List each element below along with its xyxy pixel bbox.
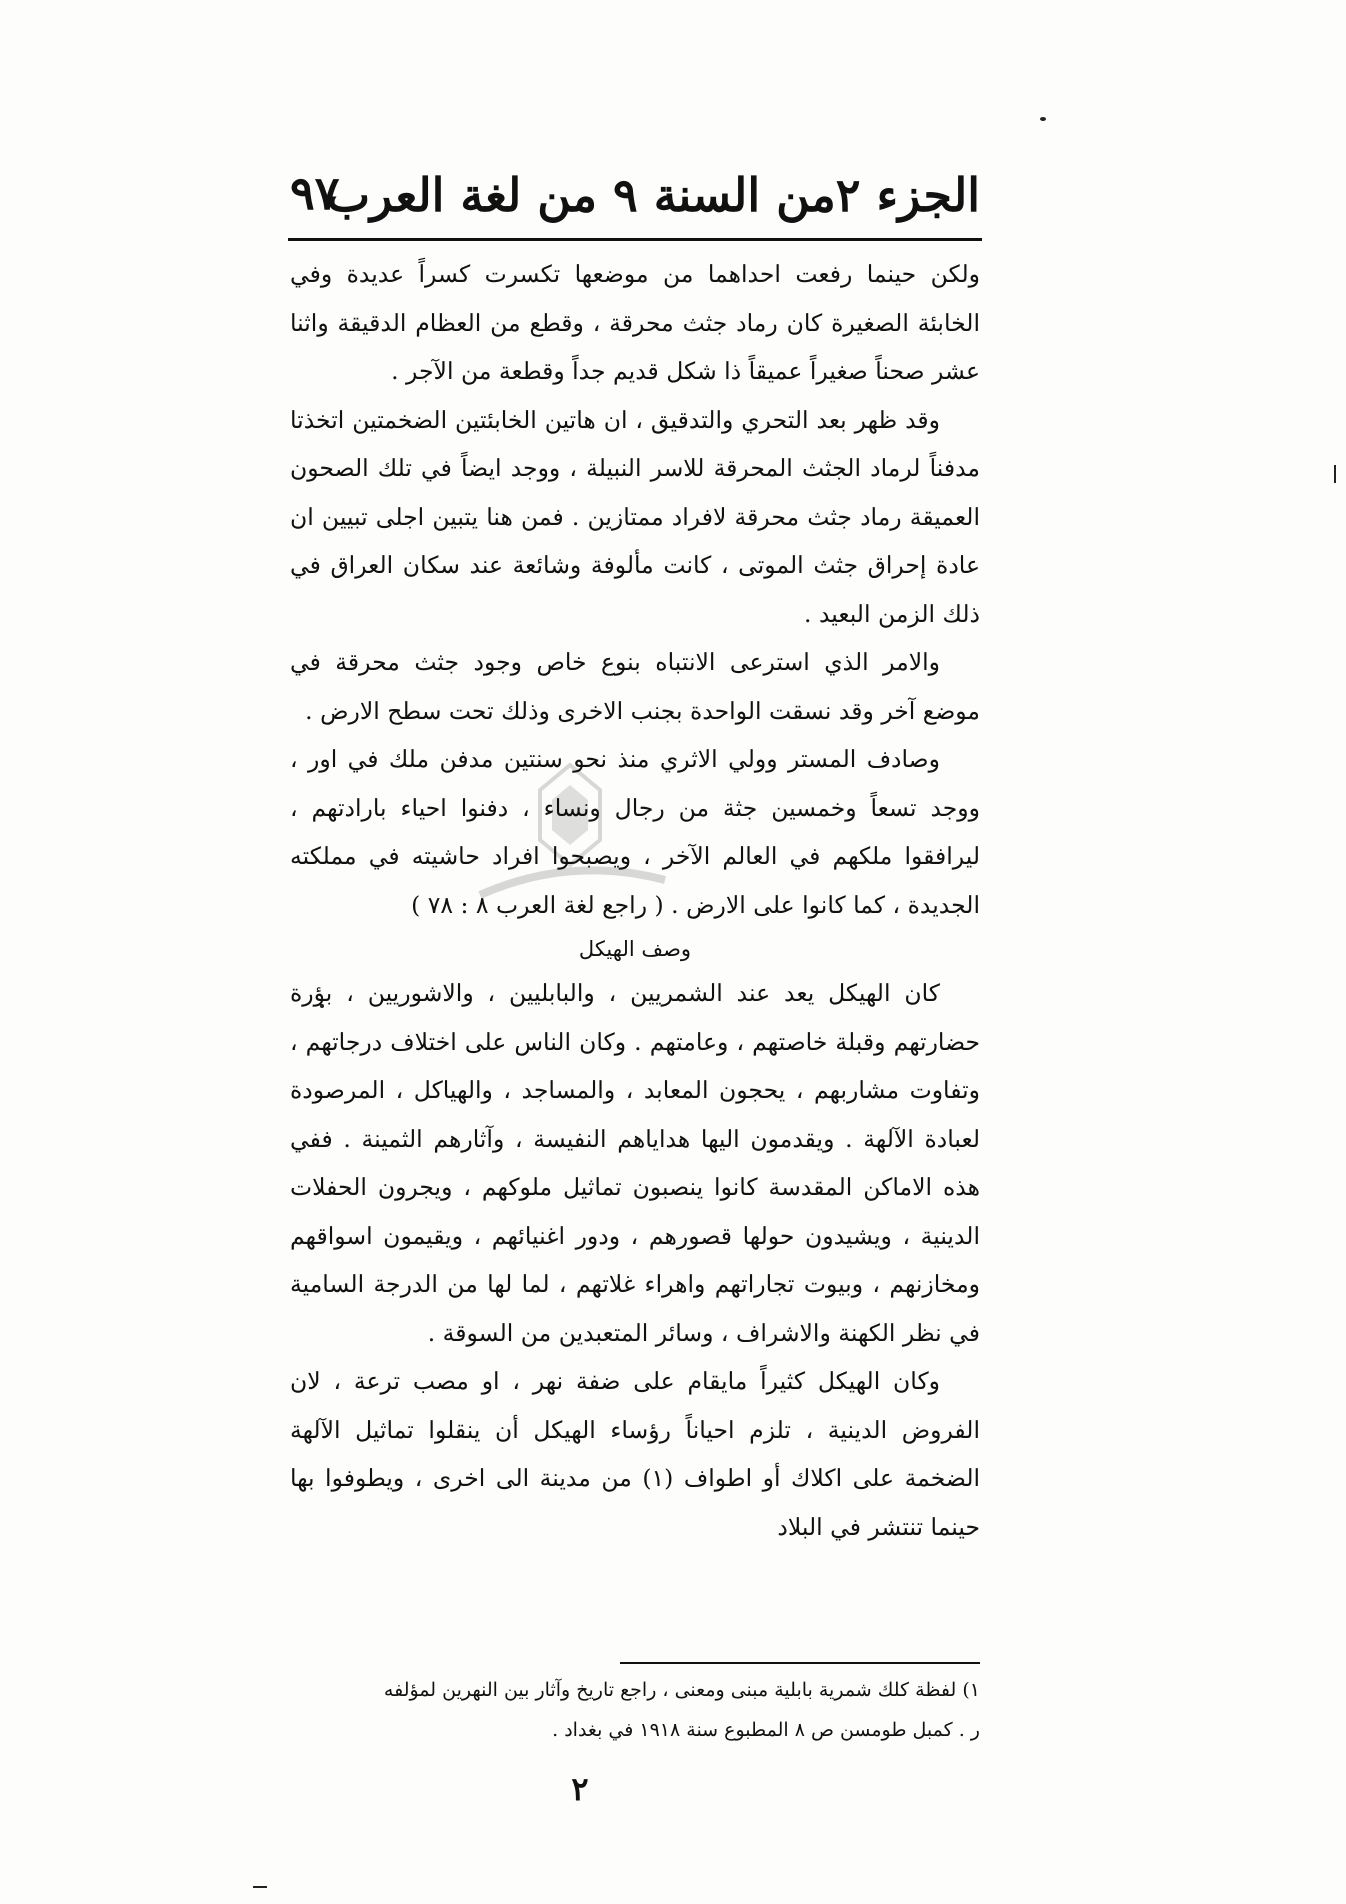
paragraph: والامر الذي استرعى الانتباه بنوع خاص وجود جثث محرقة في موضع آخر وقد نسقت الواحدة بجنب الاخرى وذلك تحت سطح الارض .: [290, 648, 980, 725]
paragraph: وصادف المستر وولي الاثري منذ نحو سنتين مدفن ملك في اور ، ووجد تسعاً وخمسين جثة من رجال ونساء ، دفنوا احياء بارادتهم ، ليرافقوا ملكهم في العالم الآخر ، ويصبحوا افراد حاشيته في مملكته الجديدة ، كما كانوا على الارض . ( راجع لغة العرب ٨ : ٧٨ ): [290, 745, 980, 919]
footnotes: [290, 1670, 980, 1750]
section-heading: وصف الهيكل: [578, 937, 692, 961]
footnote-rule: [620, 1662, 980, 1664]
scan-speck: [253, 1886, 267, 1888]
page-number: ٩٧: [290, 166, 340, 220]
signature-mark: ٢: [571, 1770, 589, 1808]
header-rule: [288, 238, 982, 241]
footnote: ر . كمبل طومسن ص ٨ المطبوع سنة ١٩١٨ في بغداد .: [552, 1719, 980, 1741]
article-body: [290, 250, 980, 1551]
running-header: [290, 160, 980, 230]
paragraph: وكان الهيكل كثيراً مايقام على ضفة نهر ، او مصب ترعة ، لان الفروض الدينية ، تلزم احياناً رؤساء الهيكل أن ينقلوا تماثيل الآلهة الضخمة على اكلاك أو اطواف (١) من مدينة الى اخرى ، ويطوفوا بها حينما تنتشر في البلاد: [290, 1367, 981, 1541]
paragraph: وقد ظهر بعد التحري والتدقيق ، ان هاتين الخابئتين الضخمتين اتخذتا مدفناً لرماد الجثث المحرقة للاسر النبيلة ، ووجد ايضاً في تلك الصحون العميقة رماد جثث محرقة لافراد ممتازين . فمن هنا يتبين اجلى تبيين ان عادة إحراق جثث الموتى ، كانت مألوفة وشائعة عند سكان العراق في ذلك الزمن البعيد .: [290, 405, 980, 628]
paragraph: كان الهيكل يعد عند الشمريين ، والبابليين ، والاشوريين ، بؤرة حضارتهم وقبلة خاصتهم ، وعامتهم . وكان الناس على اختلاف درجاتهم ، وتفاوت مشاربهم ، يحجون المعابد ، والمساجد ، والهياكل ، المرصودة لعبادة الآلهة . ويقدمون اليها هداياهم النفيسة ، وآثارهم الثمينة . ففي هذه الاماكن المقدسة كانوا ينصبون تماثيل ملوكهم ، ويجرون الحفلات الدينية ، ويشيدون حولها قصورهم ، ودور اغنيائهم ، ويقيمون اسواقهم ومخازنهم ، وبيوت تجاراتهم واهراء غلاتهم ، لما لها من الدرجة السامية في نظر الكهنة والاشراف ، وسائر المتعبدين من السوقة .: [290, 979, 980, 1347]
scan-speck: [1334, 465, 1336, 483]
scan-speck: [1040, 117, 1046, 121]
paragraph: ولكن حينما رفعت احداهما من موضعها تكسرت كسراً عديدة وفي الخابئة الصغيرة كان رماد جثث محرقة ، وقطع من العظام الدقيقة واثنا عشر صحناً صغيراً عميقاً ذا شكل قديم جداً وقطعة من الآجر .: [290, 260, 980, 385]
footnote: ١) لفظة كلك شمرية بابلية مبنى ومعنى ، راجع تاريخ وآثار بين النهرين لمؤلفه: [383, 1679, 980, 1701]
header-title: الجزء ٢من السنة ٩ من لغة العرب: [326, 168, 980, 222]
